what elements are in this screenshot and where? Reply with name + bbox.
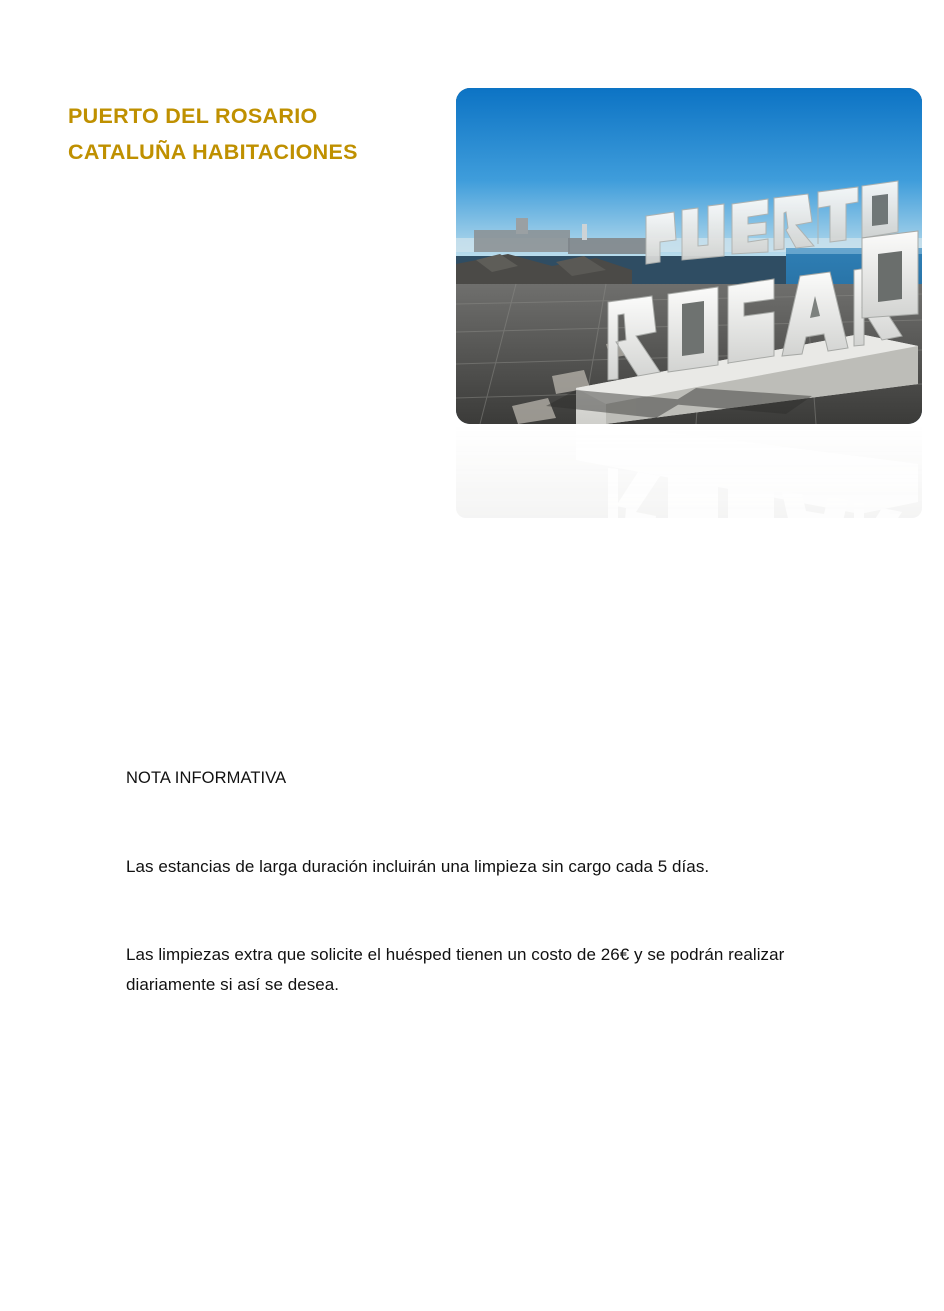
- photo-reflection: [456, 424, 922, 518]
- puerto-del-rosario-photo: [456, 88, 922, 424]
- document-body: [126, 766, 816, 1000]
- photo-with-reflection: [456, 88, 922, 518]
- note-heading: NOTA INFORMATIVA: [126, 769, 287, 787]
- title-line-2: CATALUÑA HABITACIONES: [68, 140, 358, 164]
- title-line-1: PUERTO DEL ROSARIO: [68, 104, 318, 128]
- document-title: [68, 98, 448, 170]
- paragraph-2: Las limpiezas extra que solicite el huésped tienen un costo de 26€ y se podrán realizar diariamente si así se desea.: [126, 945, 785, 994]
- paragraph-1: Las estancias de larga duración incluirán una limpieza sin cargo cada 5 días.: [126, 857, 710, 876]
